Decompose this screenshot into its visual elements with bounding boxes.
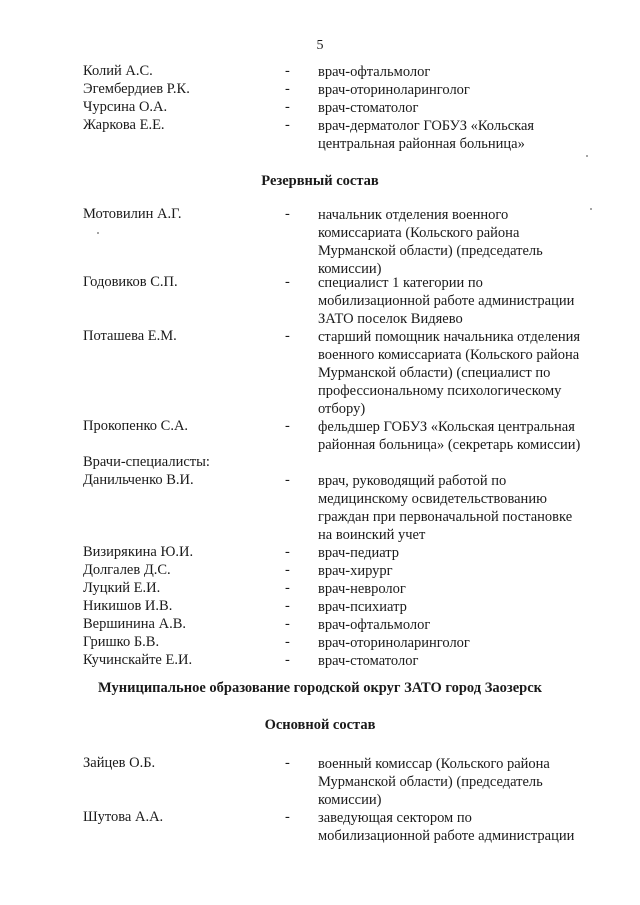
entry-name: Вершинина А.В. <box>83 616 187 632</box>
entry-description-line: Мурманской области) (председатель <box>318 243 543 259</box>
entry-description-line: начальник отделения военного <box>318 207 509 223</box>
entry-name: Жаркова Е.Е. <box>83 117 165 133</box>
entry-name: Колий А.С. <box>83 63 153 79</box>
entry-description-line: Мурманской области) (председатель <box>318 774 543 790</box>
entry-description-line: ЗАТО поселок Видяево <box>318 311 463 327</box>
entry-dash: - <box>285 99 290 115</box>
entry-description <box>318 81 608 99</box>
entry-description-line: врач-невролог <box>318 581 406 597</box>
entry-name: Чурсина О.А. <box>83 99 168 115</box>
scan-speck <box>586 155 588 157</box>
entry-name: Поташева Е.М. <box>83 328 177 344</box>
entry-dash: - <box>285 652 290 668</box>
entry-description-line: профессиональному психологическому <box>318 383 562 399</box>
entry-description <box>318 652 608 670</box>
entry-name: Визирякина Ю.И. <box>83 544 194 560</box>
entry-dash: - <box>285 81 290 97</box>
entry-description-line: врач-психиатр <box>318 599 407 615</box>
entry-description-line: врач-стоматолог <box>318 653 419 669</box>
entry-dash: - <box>285 580 290 596</box>
entry-description-line: врач-хирург <box>318 563 393 579</box>
entry-dash: - <box>285 206 290 222</box>
entry-description-line: мобилизационной работе администрации <box>318 828 575 844</box>
entry-name: Гришко Б.В. <box>83 634 160 650</box>
entry-description-line: комиссии) <box>318 792 382 808</box>
entry-name: Годовиков С.П. <box>83 274 178 290</box>
entry-name: Эгембердиев Р.К. <box>83 81 190 97</box>
entry-description-line: отбору) <box>318 401 366 417</box>
entry-description <box>318 99 608 117</box>
entry-description-line: врач-офтальмолог <box>318 617 431 633</box>
entry-description <box>318 117 608 153</box>
entry-description-line: заведующая сектором по <box>318 810 472 826</box>
scan-speck <box>97 232 99 234</box>
entry-name: Долгалев Д.С. <box>83 562 171 578</box>
entry-description-line: на воинский учет <box>318 527 426 543</box>
entry-description-line: медицинскому освидетельствованию <box>318 491 547 507</box>
entry-name: Зайцев О.Б. <box>83 755 156 771</box>
entry-description-line: специалист 1 категории по <box>318 275 483 291</box>
entry-description-line: Мурманской области) (специалист по <box>318 365 551 381</box>
entry-name: Никишов И.В. <box>83 598 173 614</box>
scan-speck <box>590 208 592 210</box>
entry-description <box>318 580 608 598</box>
heading-main: Основной состав <box>264 717 376 733</box>
entry-description-line: врач-оториноларинголог <box>318 82 470 98</box>
entry-description-line: граждан при первоначальной постановке <box>318 509 573 525</box>
entry-description-line: военный комиссар (Кольского района <box>318 756 550 772</box>
entry-description <box>318 274 608 328</box>
entry-description-line: районная больница» (секретарь комиссии) <box>318 437 581 453</box>
entry-dash: - <box>285 755 290 771</box>
entry-description <box>318 206 608 278</box>
entry-description-line: врач, руководящий работой по <box>318 473 507 489</box>
entry-name: Данильченко В.И. <box>83 472 194 488</box>
entry-description-line: врач-стоматолог <box>318 100 419 116</box>
entry-description-line: фельдшер ГОБУЗ «Кольская центральная <box>318 419 575 435</box>
entry-description-line: мобилизационной работе администрации <box>318 293 575 309</box>
entry-description-line: центральная районная больница» <box>318 136 525 152</box>
entry-description-line: комиссии) <box>318 261 382 277</box>
entry-description <box>318 562 608 580</box>
heading-reserve: Резервный состав <box>261 173 379 189</box>
entry-dash: - <box>285 598 290 614</box>
entry-description-line: старший помощник начальника отделения <box>318 329 581 345</box>
entry-dash: - <box>285 63 290 79</box>
entry-description <box>318 418 608 454</box>
entry-name: Шутова А.А. <box>83 809 164 825</box>
entry-description-line: врач-педиатр <box>318 545 400 561</box>
entry-description-line: врач-дерматолог ГОБУЗ «Кольская <box>318 118 535 134</box>
entry-description <box>318 598 608 616</box>
entry-name: Мотовилин А.Г. <box>83 206 182 222</box>
entry-dash: - <box>285 328 290 344</box>
entry-description <box>318 809 608 845</box>
entry-description <box>318 616 608 634</box>
entry-description-line: комиссариата (Кольского района <box>318 225 520 241</box>
entry-description-line: врач-оториноларинголог <box>318 635 470 651</box>
entry-name: Прокопенко С.А. <box>83 418 189 434</box>
entry-dash: - <box>285 117 290 133</box>
page-number: 5 <box>316 38 324 53</box>
entry-description <box>318 755 608 809</box>
entry-dash: - <box>285 634 290 650</box>
entry-description <box>318 544 608 562</box>
entry-description <box>318 63 608 81</box>
entry-dash: - <box>285 809 290 825</box>
entry-dash: - <box>285 418 290 434</box>
entry-description <box>318 634 608 652</box>
entry-dash: - <box>285 274 290 290</box>
entry-dash: - <box>285 562 290 578</box>
entry-name: Луцкий Е.И. <box>83 580 161 596</box>
entry-description-line: врач-офтальмолог <box>318 64 431 80</box>
entry-name: Кучинскайте Е.И. <box>83 652 193 668</box>
heading-municipality: Муниципальное образование городской округ ЗАТО город Заозерск <box>98 680 542 696</box>
specialists-label: Врачи-специалисты: <box>83 454 210 470</box>
entry-dash: - <box>285 616 290 632</box>
entry-dash: - <box>285 472 290 488</box>
entry-dash: - <box>285 544 290 560</box>
entry-description <box>318 472 608 544</box>
entry-description <box>318 328 608 418</box>
entry-description-line: военного комиссариата (Кольского района <box>318 347 580 363</box>
